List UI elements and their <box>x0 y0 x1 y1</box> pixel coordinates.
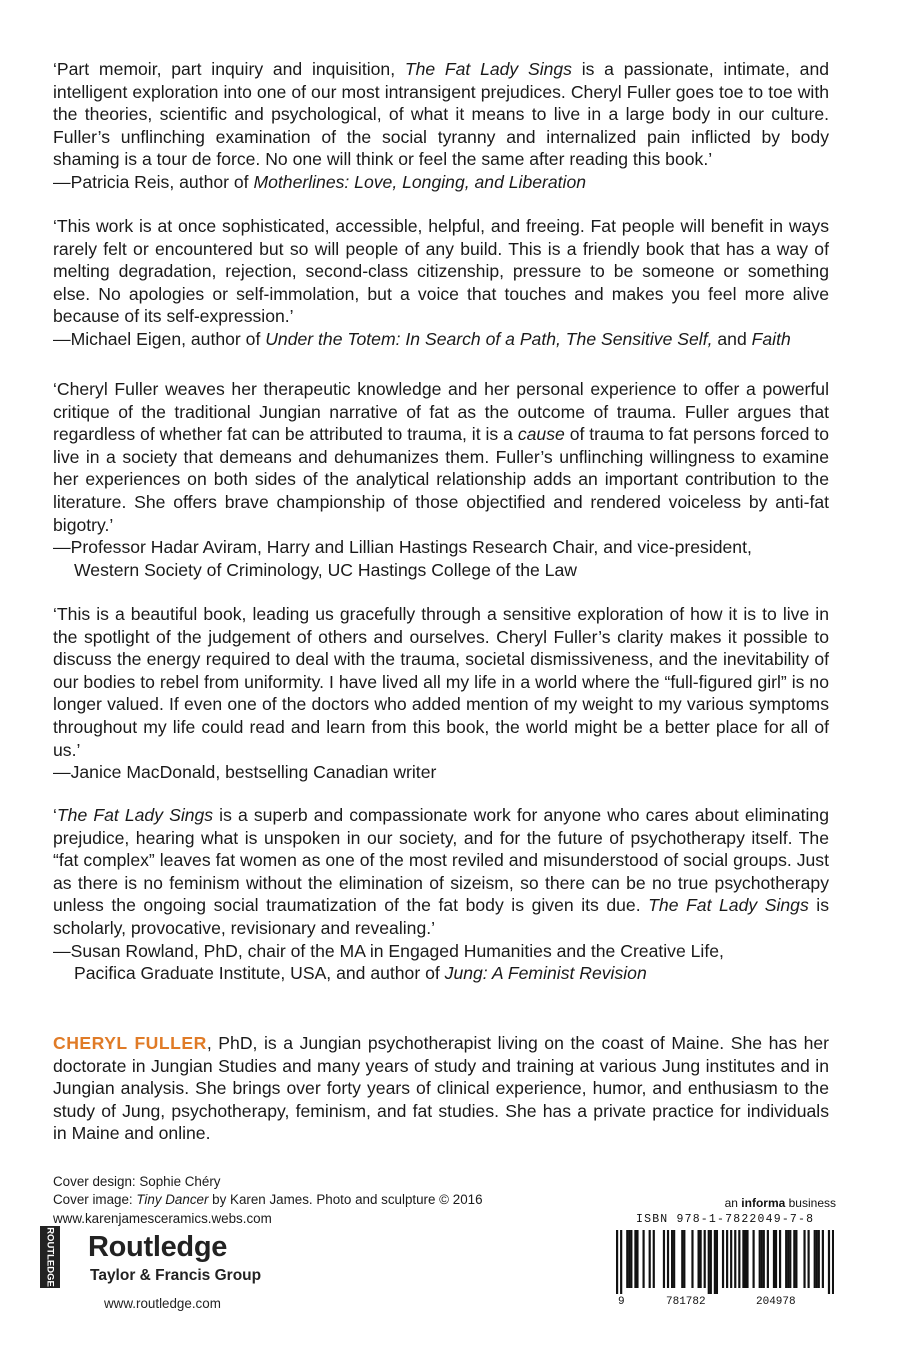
barcode-bar <box>789 1230 791 1288</box>
author-bio <box>53 1032 829 1145</box>
barcode-bar <box>795 1230 797 1288</box>
review-blurb <box>53 215 829 351</box>
barcode-bar <box>785 1230 787 1288</box>
barcode-bar <box>642 1230 644 1288</box>
barcode-bar <box>698 1230 700 1288</box>
barcode-bar <box>708 1230 710 1294</box>
barcode-bar <box>683 1230 685 1288</box>
barcode-bar <box>620 1230 622 1294</box>
routledge-logo <box>40 1226 300 1296</box>
barcode-bar <box>730 1230 732 1288</box>
review-attribution: —Patricia Reis, author of Motherlines: Love, Longing, and Liberation <box>53 171 587 192</box>
author-bio-text: , PhD, is a Jungian psychotherapist living on the coast of Maine. She has her doctorate in Jungian Studies and many years of study and training at various Jung institutes and in Jungian analysis. She brings over forty years of clinical experience, humor, and enthusiasm to the study of Jung, psychotherapy, feminism, and fat studies. She has a private practice for individuals in Maine and online. <box>53 1033 829 1144</box>
barcode-bar <box>616 1230 618 1294</box>
barcode-bar <box>744 1230 746 1288</box>
review-blurb <box>53 804 829 985</box>
author-name: CHERYL FULLER <box>53 1033 207 1053</box>
artist-website: www.karenjamesceramics.webs.com <box>53 1210 272 1226</box>
isbn-text: ISBN 978-1-7822049-7-8 <box>636 1213 815 1226</box>
barcode-bar <box>738 1230 740 1288</box>
barcode-bar <box>742 1230 744 1288</box>
barcode-bar <box>814 1230 816 1288</box>
barcode-bar <box>626 1230 628 1288</box>
barcode-lead-digit: 9 <box>618 1296 625 1308</box>
review-text: ‘Part memoir, part inquiry and inquisition, The Fat Lady Sings is a passionate, intimate, and intelligent exploration into one of our most intransigent prejudices. Cheryl Fuller goes toe to toe with the theories, scientific and psychological, of what it means to live in a large body in our culture. Fuller’s unflinching examination of the social tyranny and internalized pain inflicted by body shaming is a tour de force. No one will think or feel the same after reading this book.’ <box>53 59 830 170</box>
review-blurb <box>53 603 829 784</box>
barcode-bar <box>753 1230 755 1288</box>
review-attribution: —Michael Eigen, author of Under the Totem: In Search of a Path, The Sensitive Self, and Faith <box>53 328 791 349</box>
publisher-website: www.routledge.com <box>104 1296 221 1311</box>
informa-tagline: an informa business <box>724 1196 836 1210</box>
barcode-bar <box>803 1230 805 1288</box>
review-blurb <box>53 58 829 194</box>
barcode-bar <box>649 1230 651 1288</box>
barcode-bar <box>663 1230 665 1288</box>
barcode-bar <box>704 1230 706 1288</box>
barcode-bar <box>636 1230 638 1288</box>
barcode-bar <box>630 1230 632 1288</box>
barcode-bar <box>673 1230 675 1288</box>
barcode-bar <box>634 1230 636 1288</box>
barcode-bar <box>734 1230 736 1288</box>
isbn-barcode <box>616 1230 834 1294</box>
barcode-bar <box>759 1230 761 1288</box>
barcode-bar <box>716 1230 718 1294</box>
barcode-bar <box>832 1230 834 1294</box>
barcode-bar <box>779 1230 781 1288</box>
publisher-name: Routledge <box>88 1231 228 1263</box>
barcode-bar <box>763 1230 765 1288</box>
review-text: ‘The Fat Lady Sings is a superb and compassionate work for anyone who cares about eliminating prejudice, hearing what is unspoken in our society, and for the future of psychotherapy itself. The “fat complex” leaves fat women as one of the most reviled and misunderstood of social groups. Just as there is no feminism without the elimination of sizeism, so there can be no true psychotherapy unless the ongoing social traumatization of the fat body is given its due. The Fat Lady Sings is scholarly, provocative, revisionary and revealing.’ <box>53 805 830 938</box>
review-text: ‘This is a beautiful book, leading us gracefully through a sensitive exploration of how it is to live in the spotlight of the judgement of others and ourselves. Cheryl Fuller’s clarity makes it possible to discuss the energy required to deal with the trauma, societal dismissiveness, and the inevitability of our bodies to rebel from uniformity. I have lived all my life in a world where the “full-figured girl” is no longer valued. If even one of the doctors who added mention of my weight to my various symptoms throughout my life could read and learn from this book, the world might be a better place for all of us.’ <box>53 604 829 760</box>
barcode-bar <box>653 1230 655 1288</box>
barcode-bar <box>700 1230 702 1288</box>
barcode-bar <box>746 1230 748 1288</box>
barcode-bar <box>775 1230 777 1288</box>
barcode-block <box>614 1196 836 1322</box>
barcode-bar <box>714 1230 716 1294</box>
review-attribution: —Janice MacDonald, bestselling Canadian writer <box>53 762 437 783</box>
barcode-bar <box>773 1230 775 1288</box>
barcode-bar <box>761 1230 763 1288</box>
barcode-bar <box>822 1230 824 1288</box>
review-text: ‘This work is at once sophisticated, accessible, helpful, and freeing. Fat people will benefit in ways rarely felt or encountered but so will people of any build. This is a friendly book that has a way of melting degradation, rejection, second-class citizenship, pressure to be someone or something else. No apologies or self-immolation, but a voice that touches and makes you feel more alive because of its self-expression.’ <box>53 216 829 327</box>
review-attribution: —Professor Hadar Aviram, Harry and Lillian Hastings Research Chair, and vice-president, Western Society of Criminology, UC Hastings College of the Law <box>53 537 752 580</box>
barcode-bar <box>722 1230 724 1288</box>
barcode-bar <box>710 1230 712 1294</box>
barcode-bar <box>808 1230 810 1288</box>
barcode-bar <box>628 1230 630 1288</box>
barcode-right-digits: 204978 <box>756 1296 796 1308</box>
barcode-bar <box>787 1230 789 1288</box>
svg-text:ROUTLEDGE: ROUTLEDGE <box>44 1227 56 1287</box>
cover-design-credit: Cover design: Sophie Chéry <box>53 1174 221 1189</box>
barcode-left-digits: 781782 <box>666 1296 706 1308</box>
barcode-bar <box>726 1230 728 1288</box>
barcode-bar <box>691 1230 693 1288</box>
barcode-bar <box>793 1230 795 1288</box>
publisher-group: Taylor & Francis Group <box>90 1267 262 1284</box>
barcode-bar <box>816 1230 818 1288</box>
routledge-mark-icon <box>40 1226 60 1288</box>
barcode-digits <box>614 1296 836 1310</box>
barcode-bar <box>818 1230 820 1288</box>
barcode-bar <box>767 1230 769 1288</box>
review-text: ‘Cheryl Fuller weaves her therapeutic knowledge and her personal experience to offer a powerful critique of the traditional Jungian narrative of fat as the outcome of trauma. Fuller argues that regardless of whether fat can be attributed to trauma, it is a cause of trauma to fat persons forced to live in a society that demeans and dehumanizes them. Fuller’s unflinching willingness to examine her experiences on both sides of the analytical relationship adds an important contribution to the literature. She offers brave championship of those objectified and rendered voiceless by anti-fat bigotry.’ <box>53 379 829 535</box>
cover-image-credit: Cover image: Tiny Dancer by Karen James. Photo and sculpture © 2016 <box>53 1192 483 1208</box>
barcode-bar <box>828 1230 830 1294</box>
review-attribution: —Susan Rowland, PhD, chair of the MA in Engaged Humanities and the Creative Life, Pacifica Graduate Institute, USA, and author of Jung: A Feminist Revision <box>53 940 724 984</box>
barcode-bar <box>667 1230 669 1288</box>
cover-credits <box>53 1173 523 1228</box>
review-blurb <box>53 378 829 581</box>
barcode-bar <box>681 1230 683 1288</box>
barcode-bar <box>671 1230 673 1288</box>
